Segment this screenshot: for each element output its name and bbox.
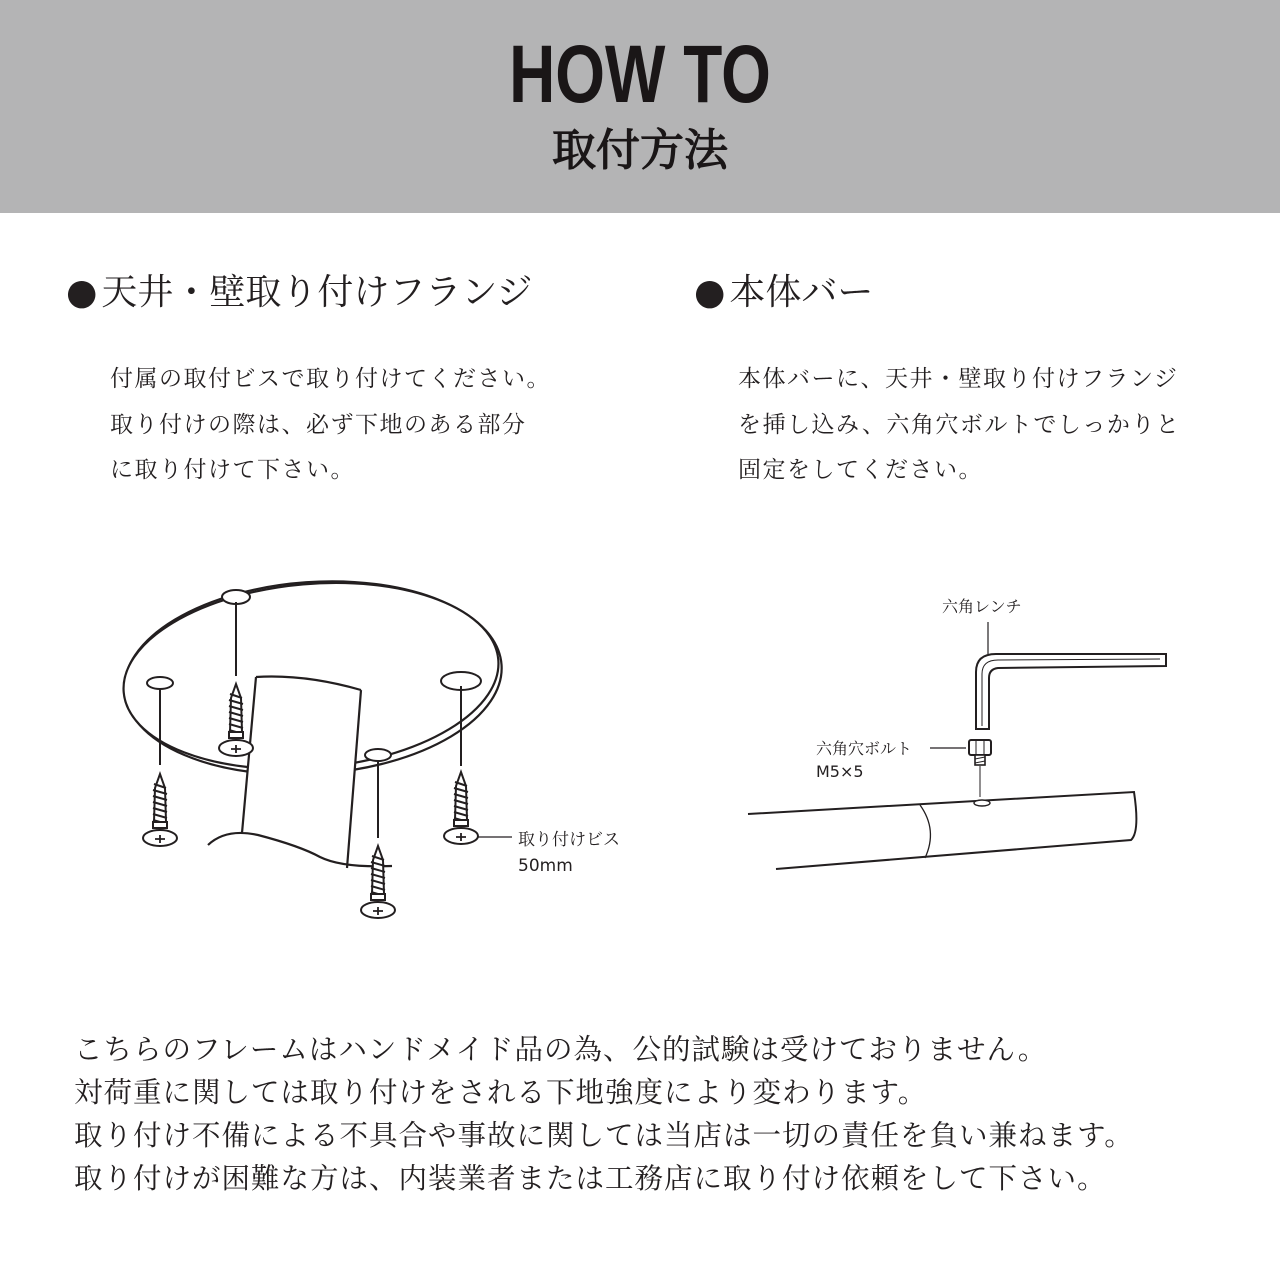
bar-body-line: を挿し込み、六角穴ボルトでしっかりと bbox=[738, 411, 1181, 438]
notice-line: 対荷重に関しては取り付けをされる下地強度により変わります。 bbox=[74, 1076, 928, 1109]
flange-heading-text: 天井・壁取り付けフランジ bbox=[101, 272, 533, 313]
notice-text bbox=[74, 1028, 1134, 1200]
screw-icon bbox=[143, 774, 177, 846]
screw-icon bbox=[444, 772, 478, 844]
page-subtitle: 取付方法 bbox=[552, 125, 728, 176]
screw-hole bbox=[147, 677, 173, 689]
notice-line: 取り付け不備による不具合や事故に関しては当店は一切の責任を負い兼ねます。 bbox=[74, 1119, 1134, 1152]
wrench-callout: 六角レンチ bbox=[942, 597, 1022, 616]
bolt-callout-name: 六角穴ボルト bbox=[816, 739, 913, 758]
page-title: HOW TO bbox=[509, 29, 771, 120]
bullet-icon: ● bbox=[694, 272, 726, 313]
flange-diagram bbox=[116, 568, 620, 918]
main-bar bbox=[748, 792, 1136, 869]
flange-body-line: に取り付けて下さい。 bbox=[110, 457, 355, 483]
flange-body-line: 付属の取付ビスで取り付けてください。 bbox=[110, 366, 551, 392]
notice-line: こちらのフレームはハンドメイド品の為、公的試験は受けておりません。 bbox=[74, 1033, 1048, 1066]
hex-bolt-icon bbox=[969, 740, 991, 755]
bar-heading-text: 本体バー bbox=[729, 272, 874, 313]
mounting-tube bbox=[242, 677, 361, 869]
bolt-hole bbox=[974, 800, 990, 806]
hex-wrench-edge bbox=[982, 659, 1160, 726]
notice-line: 取り付けが困難な方は、内装業者または工務店に取り付け依頼をして下さい。 bbox=[74, 1162, 1107, 1195]
bullet-icon: ● bbox=[66, 272, 98, 313]
screw-hole bbox=[365, 749, 391, 761]
screw-callout-name: 取り付けビス bbox=[518, 830, 620, 850]
screw-icon bbox=[361, 846, 395, 918]
flange-body-line: 取り付けの際は、必ず下地のある部分 bbox=[110, 411, 527, 438]
hex-wrench-icon bbox=[976, 654, 1166, 729]
screw-hole bbox=[222, 590, 250, 604]
bar-body-line: 固定をしてください。 bbox=[738, 457, 983, 483]
screw-callout-size: 50mm bbox=[518, 856, 573, 876]
bar-diagram bbox=[748, 597, 1166, 869]
bar-body-line: 本体バーに、天井・壁取り付けフランジ bbox=[738, 366, 1179, 392]
bolt-callout-size: M5×5 bbox=[816, 762, 864, 781]
